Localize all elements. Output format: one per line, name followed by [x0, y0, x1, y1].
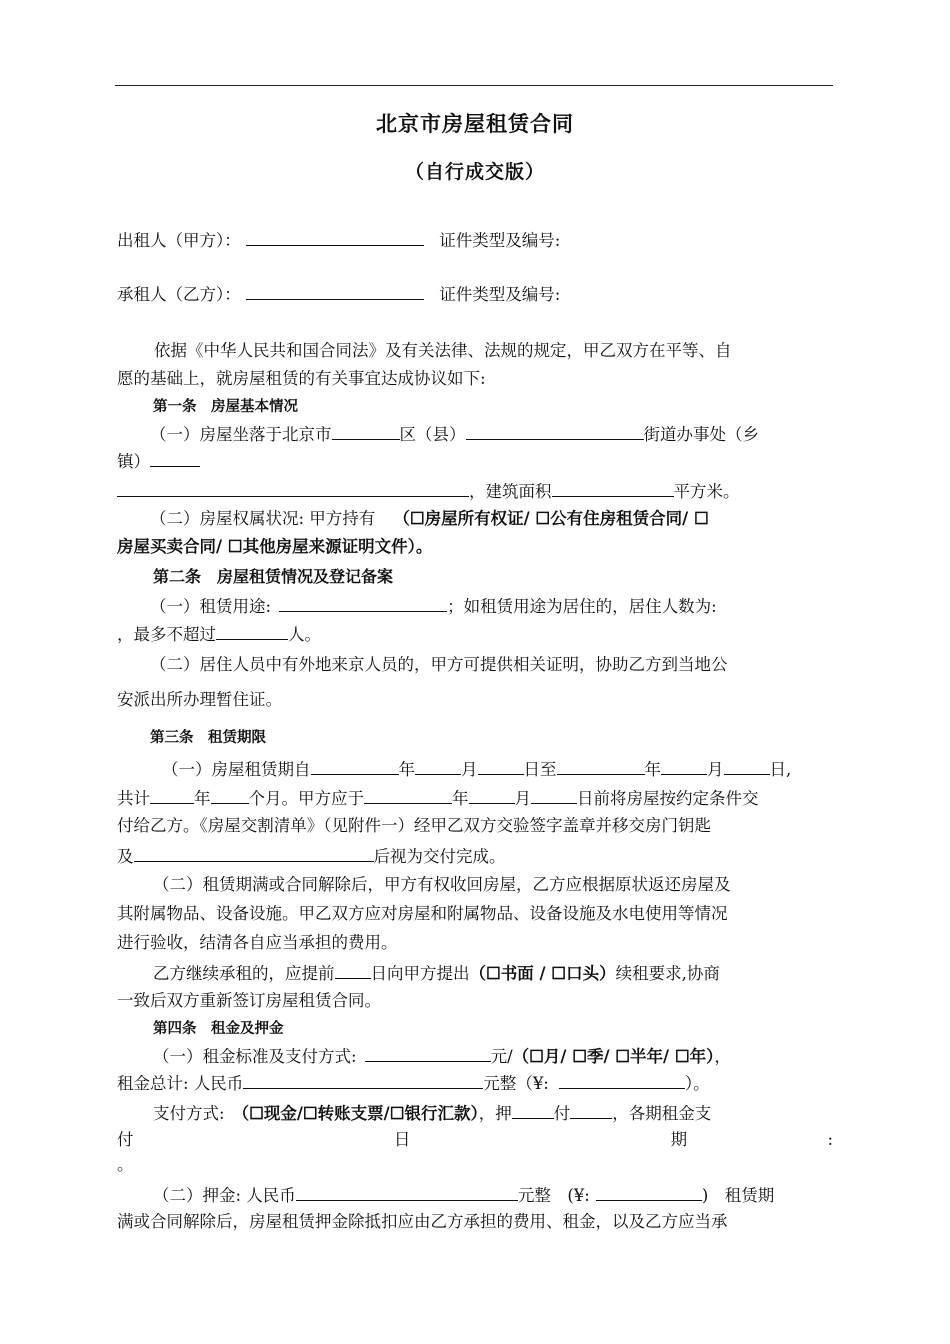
renew-method-options[interactable]: （☐书面 / ☐口头）	[469, 964, 616, 983]
article-4-heading: 第四条 租金及押金	[153, 1020, 284, 1037]
a3-p2-line-3: 进行验收，结清各自应当承担的费用。	[117, 933, 398, 952]
a1-p1-line	[150, 422, 833, 446]
article-3-heading: 第三条 租赁期限	[150, 729, 266, 746]
a3-p1-line-3: 付给乙方。《房屋交割清单》（见附件一）经甲乙双方交验签字盖章并移交房门钥匙	[117, 816, 711, 835]
rent-total-blank[interactable]	[243, 1071, 483, 1089]
a4-p3-text-c: ) 租赁期	[701, 1186, 775, 1205]
total-label: 共计	[117, 789, 150, 808]
a1-p2-line	[150, 508, 833, 530]
deliver-month-blank[interactable]	[469, 786, 515, 804]
justified-char: :	[827, 1130, 833, 1149]
a3-p2-line-2: 其附属物品、设备设施。甲乙双方应对房屋和附属物品、设备设施及水电使用等情况	[117, 904, 728, 923]
a4-p3-text-b: 元整 (¥:	[517, 1186, 590, 1205]
a1-p1-line-2	[117, 449, 833, 473]
a4-p3-text-a: （二）押金: 人民币	[153, 1186, 296, 1205]
a1-p1-text-b: 区（县）	[399, 425, 466, 444]
a4-p2-text-d: 付	[553, 1104, 571, 1123]
a4-p2-line-3: 。	[117, 1155, 134, 1174]
lessee-id-label: 证件类型及编号:	[439, 285, 561, 304]
a3-p2-line: （二）租赁期满或合同解除后，甲方有权收回房屋，乙方应根据原状返还房屋及	[153, 875, 731, 894]
a3-months-text: 个月。甲方应于	[248, 789, 364, 808]
a3-p3-text-d: 续租要求,协商	[615, 964, 720, 983]
month-label: 月	[461, 760, 478, 779]
ownership-options[interactable]: （☐房屋所有权证/ ☐公有住房租赁合同/ ☐	[393, 509, 709, 528]
lessee-name-blank[interactable]	[246, 282, 424, 300]
justified-char: 期	[670, 1130, 688, 1149]
a2-p1-text-b: ；如租赁用途为居住的，居住人数为:	[447, 597, 717, 616]
a4-p2-text-c: ，押	[478, 1104, 512, 1123]
address-blank[interactable]	[117, 479, 469, 497]
a4-p3-line-2: 满或合同解除后，房屋租赁押金除抵扣应由乙方承担的费用、租金，以及乙方应当承	[117, 1212, 728, 1231]
a2-p1-text-d: 人。	[288, 625, 321, 644]
deliver-day-blank[interactable]	[531, 786, 577, 804]
lessor-id-label: 证件类型及编号:	[439, 231, 561, 250]
a3-p1-text-d: 及	[117, 847, 134, 866]
article-2-heading: 第二条 房屋租赁情况及登记备案	[153, 567, 394, 586]
a4-p1-line-2	[117, 1071, 833, 1095]
town-blank[interactable]	[150, 449, 200, 467]
a3-p3-line-2: 一致后双方重新签订房屋租赁合同。	[117, 991, 381, 1010]
start-day-blank[interactable]	[478, 757, 524, 775]
end-day-blank[interactable]	[724, 757, 770, 775]
justified-char: 日	[393, 1130, 411, 1149]
deposit-months-blank[interactable]	[512, 1101, 554, 1119]
street-blank[interactable]	[466, 422, 644, 440]
a3-p3-text-b: 日向甲方提出	[370, 964, 470, 983]
rent-period-options[interactable]: （☐月/ ☐季/ ☐半年/ ☐年）	[512, 1047, 715, 1066]
a2-p1-line	[150, 594, 833, 618]
a4-p1-text-f: 元整（¥:	[483, 1074, 549, 1093]
a3-p3-line	[153, 961, 833, 985]
year-label: 年	[194, 789, 211, 808]
a1-p1-text-a: （一）房屋坐落于北京市	[150, 425, 332, 444]
a1-p1-text-e: ，建筑面积	[469, 482, 552, 501]
a3-p3-text-a: 乙方继续承租的，应提前	[153, 964, 335, 983]
deposit-amount-blank[interactable]	[296, 1183, 518, 1201]
lessor-label: 出租人（甲方）：	[117, 231, 241, 250]
area-blank[interactable]	[552, 479, 674, 497]
deposit-figure-blank[interactable]	[596, 1183, 702, 1201]
a4-p1-text-g: ）。	[684, 1074, 710, 1093]
page-subtitle: （自行成交版）	[404, 161, 545, 183]
a3-p1-line-4	[117, 844, 833, 868]
a2-p1-text-a: （一）租赁用途:	[150, 597, 272, 616]
a3-p1-text-e: 后视为交付完成。	[373, 847, 506, 866]
a4-p2-line-2	[117, 1129, 833, 1151]
a4-p1-line	[153, 1044, 833, 1068]
a2-p2-line: （二）居住人员中有外地来京人员的，甲方可提供相关证明，协助乙方到当地公	[150, 655, 728, 674]
end-month-blank[interactable]	[661, 757, 707, 775]
rent-total-figure-blank[interactable]	[559, 1071, 685, 1089]
a4-p1-text-d: ，	[714, 1047, 731, 1066]
a1-p1-text-d: 镇）	[117, 452, 150, 471]
a3-p1-line-2	[117, 786, 833, 810]
keys-blank[interactable]	[134, 844, 374, 862]
day-label: 日	[769, 760, 786, 779]
renew-days-blank[interactable]	[335, 961, 371, 979]
article-1-heading: 第一条 房屋基本情况	[153, 398, 298, 415]
lessee-label: 承租人（乙方）：	[117, 285, 241, 304]
year-label: 年	[452, 789, 469, 808]
rent-amount-blank[interactable]	[365, 1044, 491, 1062]
intro-line-2: 愿的基础上，就房屋租赁的有关事宜达成协议如下:	[117, 369, 486, 388]
month-label: 月	[707, 760, 724, 779]
a4-p2-text-a: 支付方式:	[153, 1104, 225, 1123]
start-year-blank[interactable]	[311, 757, 399, 775]
total-months-blank[interactable]	[211, 786, 249, 804]
a2-p1-line-2	[117, 622, 833, 646]
a2-p1-text-c: ，最多不超过	[117, 625, 216, 644]
page-title: 北京市房屋租赁合同	[376, 111, 574, 136]
lessor-line	[117, 228, 833, 252]
usage-blank[interactable]	[279, 594, 447, 612]
a1-p1-text-c: 街道办事处（乡	[643, 425, 759, 444]
a3-p1-line: （一）房屋租赁期自 年 月 日至 年 月 日,	[162, 757, 833, 781]
payment-method-options[interactable]: （☐现金/☐转账支票/☐银行汇款）	[232, 1104, 479, 1123]
a4-p2-text-e: ，各期租金支	[612, 1104, 712, 1123]
a1-p2-text-a: （二）房屋权属状况: 甲方持有	[150, 509, 376, 528]
lessee-line	[117, 282, 833, 306]
a4-p1-text-e: 租金总计: 人民币	[117, 1074, 244, 1093]
ownership-options-2[interactable]: 房屋买卖合同/ ☐其他房屋来源证明文件）。	[117, 537, 433, 556]
a4-p1-text-b: 元/	[490, 1047, 513, 1066]
justified-char: 付	[117, 1130, 134, 1149]
to-label: 日至	[523, 760, 557, 779]
a4-p1-text-a: （一）租金标准及支付方式:	[153, 1047, 357, 1066]
max-residents-blank[interactable]	[216, 622, 288, 640]
a2-p2-line-2: 安派出所办理暂住证。	[117, 690, 282, 709]
top-rule	[115, 85, 833, 86]
a4-p2-line	[153, 1101, 833, 1125]
year-label: 年	[644, 760, 661, 779]
a3-p1-text-a: （一）房屋租赁期自	[162, 760, 311, 779]
pay-months-blank[interactable]	[570, 1101, 612, 1119]
end-year-blank[interactable]	[557, 757, 645, 775]
a3-deliver-text: 日前将房屋按约定条件交	[577, 789, 759, 808]
month-label: 月	[514, 789, 531, 808]
a1-p1-text-f: 平方米。	[673, 482, 740, 501]
lessor-name-blank[interactable]	[246, 228, 424, 246]
a1-p1-line-3	[117, 479, 833, 503]
intro-line-1: 依据《中华人民共和国合同法》及有关法律、法规的规定，甲乙双方在平等、自	[154, 341, 732, 360]
deliver-year-blank[interactable]	[364, 786, 452, 804]
total-years-blank[interactable]	[150, 786, 194, 804]
year-label: 年	[398, 760, 415, 779]
a4-p3-line	[153, 1183, 833, 1207]
start-month-blank[interactable]	[415, 757, 461, 775]
district-blank[interactable]	[332, 422, 400, 440]
